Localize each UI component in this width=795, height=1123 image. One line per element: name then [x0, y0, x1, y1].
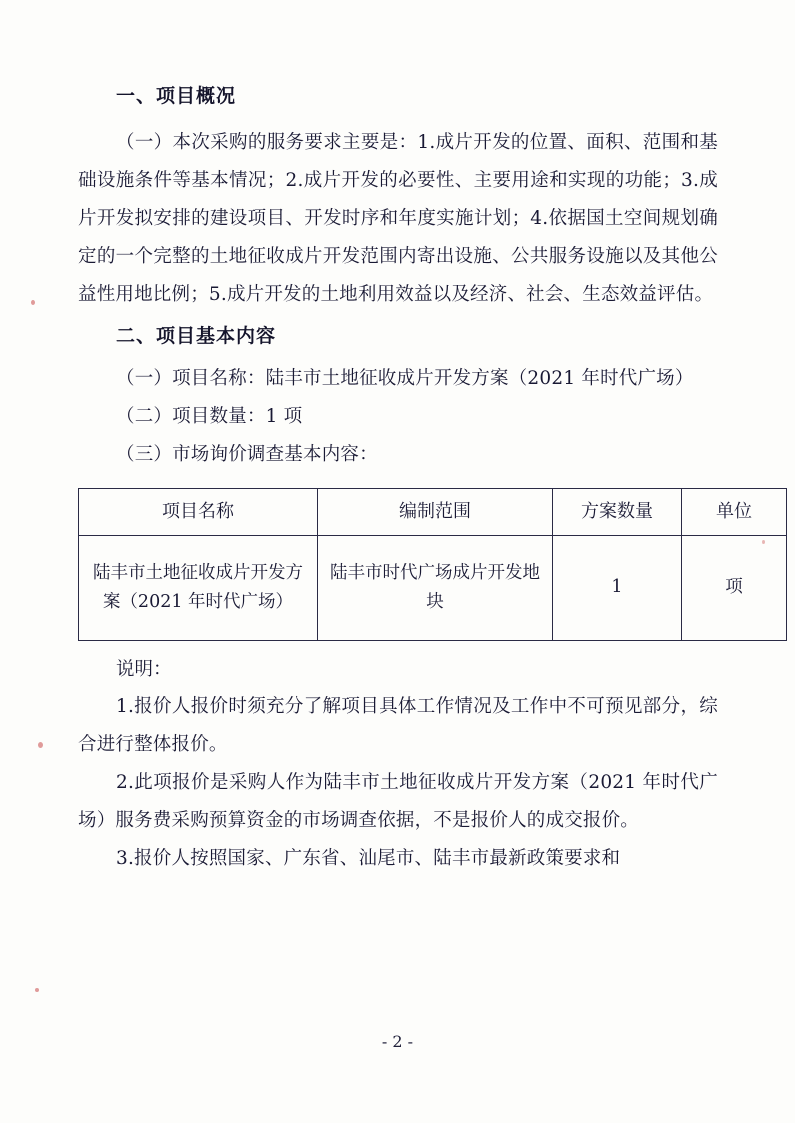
note-item-1: 1.报价人报价时须充分了解项目具体工作情况及工作中不可预见部分，综合进行整体报价。: [78, 696, 718, 756]
notes-label: 说明：: [116, 658, 172, 680]
page-number: - 2 -: [381, 1032, 414, 1051]
section1-paragraph-1: （一）本次采购的服务要求主要是：1.成片开发的位置、面积、范围和基础设施条件等基本情况；2.成片开发的必要性、主要用途和实现的功能；3.成片开发拟安排的建设项目、开发时序和年度实施计划；4.依据国土空间规划确定的一个完整的土地征收成片开发范围内寄出设施、公共服务设施以及其他公益性用地比例；5.成片开发的土地利用效益以及经济、社会、生态效益评估。: [78, 132, 718, 305]
table-header-quantity: 方案数量: [553, 488, 682, 535]
table-header-unit: 单位: [682, 488, 787, 535]
note-item-3: 3.报价人按照国家、广东省、汕尾市、陆丰市最新政策要求和: [116, 848, 621, 870]
table-cell-quantity: 1: [553, 535, 682, 640]
table-row: [79, 535, 787, 640]
paper-speck: [31, 300, 35, 305]
section-heading-project-basics: 二、项目基本内容: [116, 324, 277, 347]
table-cell-project-name: 陆丰市土地征收成片开发方案（2021 年时代广场）: [79, 535, 318, 640]
document-body: [78, 78, 752, 878]
market-survey-table: [78, 488, 787, 641]
section2-item-project-name: （一）项目名称：陆丰市土地征收成片开发方案（2021 年时代广场）: [116, 367, 694, 389]
section-heading-project-overview: 一、项目概况: [116, 85, 237, 107]
note-item-2: 2.此项报价是采购人作为陆丰市土地征收成片开发方案（2021 年时代广场）服务费采购预算资金的市场调查依据，不是报价人的成交报价。: [78, 772, 718, 832]
section2-item-survey-content: （三）市场询价调查基本内容：: [116, 443, 378, 465]
section2-item-project-quantity: （二）项目数量：1 项: [116, 405, 303, 427]
table-header-row: [79, 488, 787, 535]
table-cell-unit: 项: [682, 535, 787, 640]
paper-speck: [35, 988, 39, 992]
table-cell-scope: 陆丰市时代广场成片开发地块: [318, 535, 553, 640]
paper-speck: [38, 742, 43, 748]
table-header-scope: 编制范围: [318, 488, 553, 535]
table-header-project-name: 项目名称: [79, 488, 318, 535]
